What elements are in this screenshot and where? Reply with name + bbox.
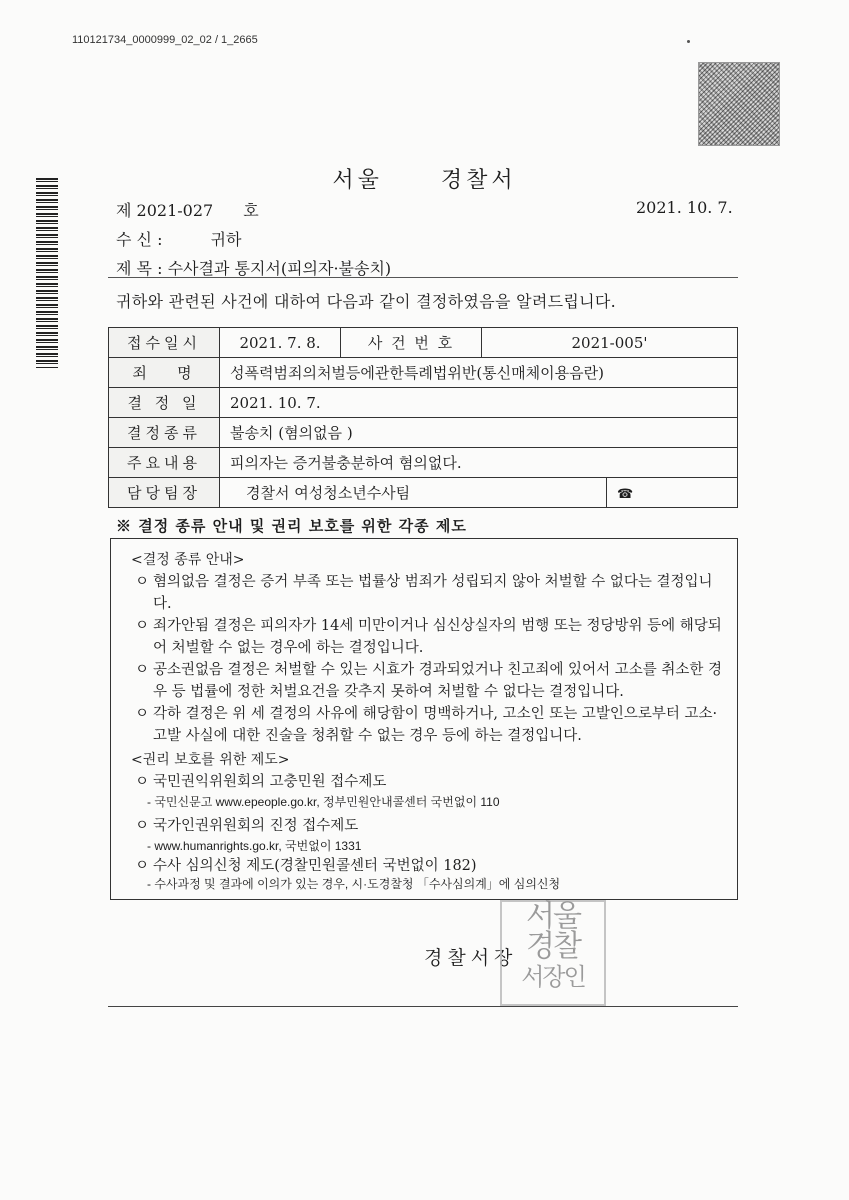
case-number-label: 사 건 번 호	[341, 328, 482, 358]
decision-type-value: 불송치 (혐의없음 )	[220, 418, 738, 448]
table-row	[109, 418, 738, 448]
subject-value: 수사결과 통지서(피의자·불송치)	[167, 259, 392, 278]
list-item	[135, 855, 725, 877]
recipient-line	[116, 227, 241, 250]
table-row	[109, 478, 738, 508]
phone-icon: ☎	[617, 486, 634, 502]
list-item	[135, 771, 725, 793]
receipt-date-value: 2021. 7. 8.	[220, 328, 341, 358]
qr-code-icon	[698, 62, 780, 146]
list-item	[135, 615, 725, 659]
document-number	[116, 198, 259, 221]
summary-label: 주요내용	[109, 448, 220, 478]
table-row	[109, 358, 738, 388]
decision-date-value: 2021. 10. 7.	[220, 388, 738, 418]
doc-number-suffix: 호	[243, 201, 259, 220]
guide-title: <결정 종류 안내>	[131, 552, 245, 568]
seal-line: 서울	[526, 899, 580, 934]
rights-item-text: 국가인권위원회의 진정 접수제도	[153, 818, 359, 834]
table-row	[109, 388, 738, 418]
guide-item-text: 공소권없음 결정은 처벌할 수 있는 시효가 경과되었거나 친고죄에 있어서 고소를 취소한 경우 등 법률에 정한 처벌요건을 갖추지 못하여 처벌할 수 없다는 결정입니다.	[153, 662, 722, 700]
notice-heading: ※ 결정 종류 안내 및 권리 보호를 위한 각종 제도	[116, 517, 467, 535]
barcode-icon	[36, 178, 58, 368]
phone-cell	[607, 478, 738, 508]
table-row	[109, 448, 738, 478]
rights-item-detail: - 수사과정 및 결과에 이의가 있는 경우, 시·도경찰청 「수사심의계」에 심의신청	[147, 877, 561, 891]
table-row	[109, 328, 738, 358]
official-seal	[500, 900, 606, 1006]
decision-type-label: 결정종류	[109, 418, 220, 448]
bullet-icon: ㅇ	[135, 706, 150, 722]
decision-date-label: 결 정 일	[109, 388, 220, 418]
document-id: 110121734_0000999_02_02 / 1_2665	[72, 34, 258, 46]
rights-item-text: 국민권익위원회의 고충민원 접수제도	[153, 774, 387, 790]
guide-item-text: 각하 결정은 위 세 결정의 사유에 해당함이 명백하거나, 고소인 또는 고발인으로부터 고소·고발 사실에 대한 진술을 청취할 수 없는 경우 등에 하는 결정입니다.	[153, 706, 718, 744]
bullet-icon: ㅇ	[135, 574, 150, 590]
crime-value: 성폭력범죄의처벌등에관한특례법위반(통신매체이용음란)	[220, 358, 738, 388]
bullet-icon: ㅇ	[135, 662, 150, 678]
subject-line	[116, 256, 391, 279]
crime-label: 죄 명	[109, 358, 220, 388]
seal-line: 서장인	[521, 963, 585, 991]
case-number-value: 2021-005'	[482, 328, 738, 358]
guide-item-text: 혐의없음 결정은 증거 부족 또는 법률상 범죄가 성립되지 않아 처벌할 수 없다는 결정입니다.	[153, 574, 713, 612]
organization-title	[0, 163, 849, 194]
bullet-icon: ㅇ	[135, 858, 150, 874]
doc-number-prefix: 제 2021-027	[116, 201, 214, 220]
org-city: 서울	[332, 168, 383, 193]
bullet-icon: ㅇ	[135, 774, 150, 790]
rights-item-detail: - www.humanrights.go.kr, 국번없이 1331	[147, 839, 362, 853]
intro-text: 귀하와 관련된 사건에 대하여 다음과 같이 결정하였음을 알려드립니다.	[116, 292, 617, 311]
guide-item-text: 죄가안됨 결정은 피의자가 14세 미만이거나 심신상실자의 범행 또는 정당방위 등에 해당되어 처벌할 수 없는 경우에 하는 결정입니다.	[153, 618, 722, 656]
recipient-label: 수 신 :	[116, 230, 163, 249]
case-info-table	[108, 327, 738, 508]
document-date: 2021. 10. 7.	[636, 198, 733, 217]
rights-title: <권리 보호를 위한 제도>	[131, 752, 290, 768]
bullet-icon: ㅇ	[135, 818, 150, 834]
seal-line: 경찰	[526, 929, 580, 964]
list-item	[135, 571, 725, 615]
list-item	[135, 703, 725, 747]
scan-dot	[687, 40, 690, 43]
footer-divider	[108, 1006, 738, 1007]
rights-item-detail: - 국민신문고 www.epeople.go.kr, 정부민원안내콜센터 국번없이 110	[147, 795, 500, 809]
team-value: 경찰서 여성청소년수사팀	[220, 478, 607, 508]
rights-item-text: 수사 심의신청 제도(경찰민원콜센터 국번없이 182)	[153, 858, 477, 874]
team-label: 담당팀장	[109, 478, 220, 508]
list-item	[135, 659, 725, 703]
subject-label: 제 목 :	[116, 259, 163, 278]
bullet-icon: ㅇ	[135, 618, 150, 634]
summary-value: 피의자는 증거불충분하여 혐의없다.	[220, 448, 738, 478]
header-divider	[108, 277, 738, 278]
list-item	[135, 815, 725, 837]
recipient-value: 귀하	[210, 230, 242, 249]
receipt-date-label: 접수일시	[109, 328, 220, 358]
notice-box	[110, 538, 738, 900]
org-name: 경찰서	[440, 168, 517, 193]
signature-title: 경찰서장	[424, 947, 518, 969]
